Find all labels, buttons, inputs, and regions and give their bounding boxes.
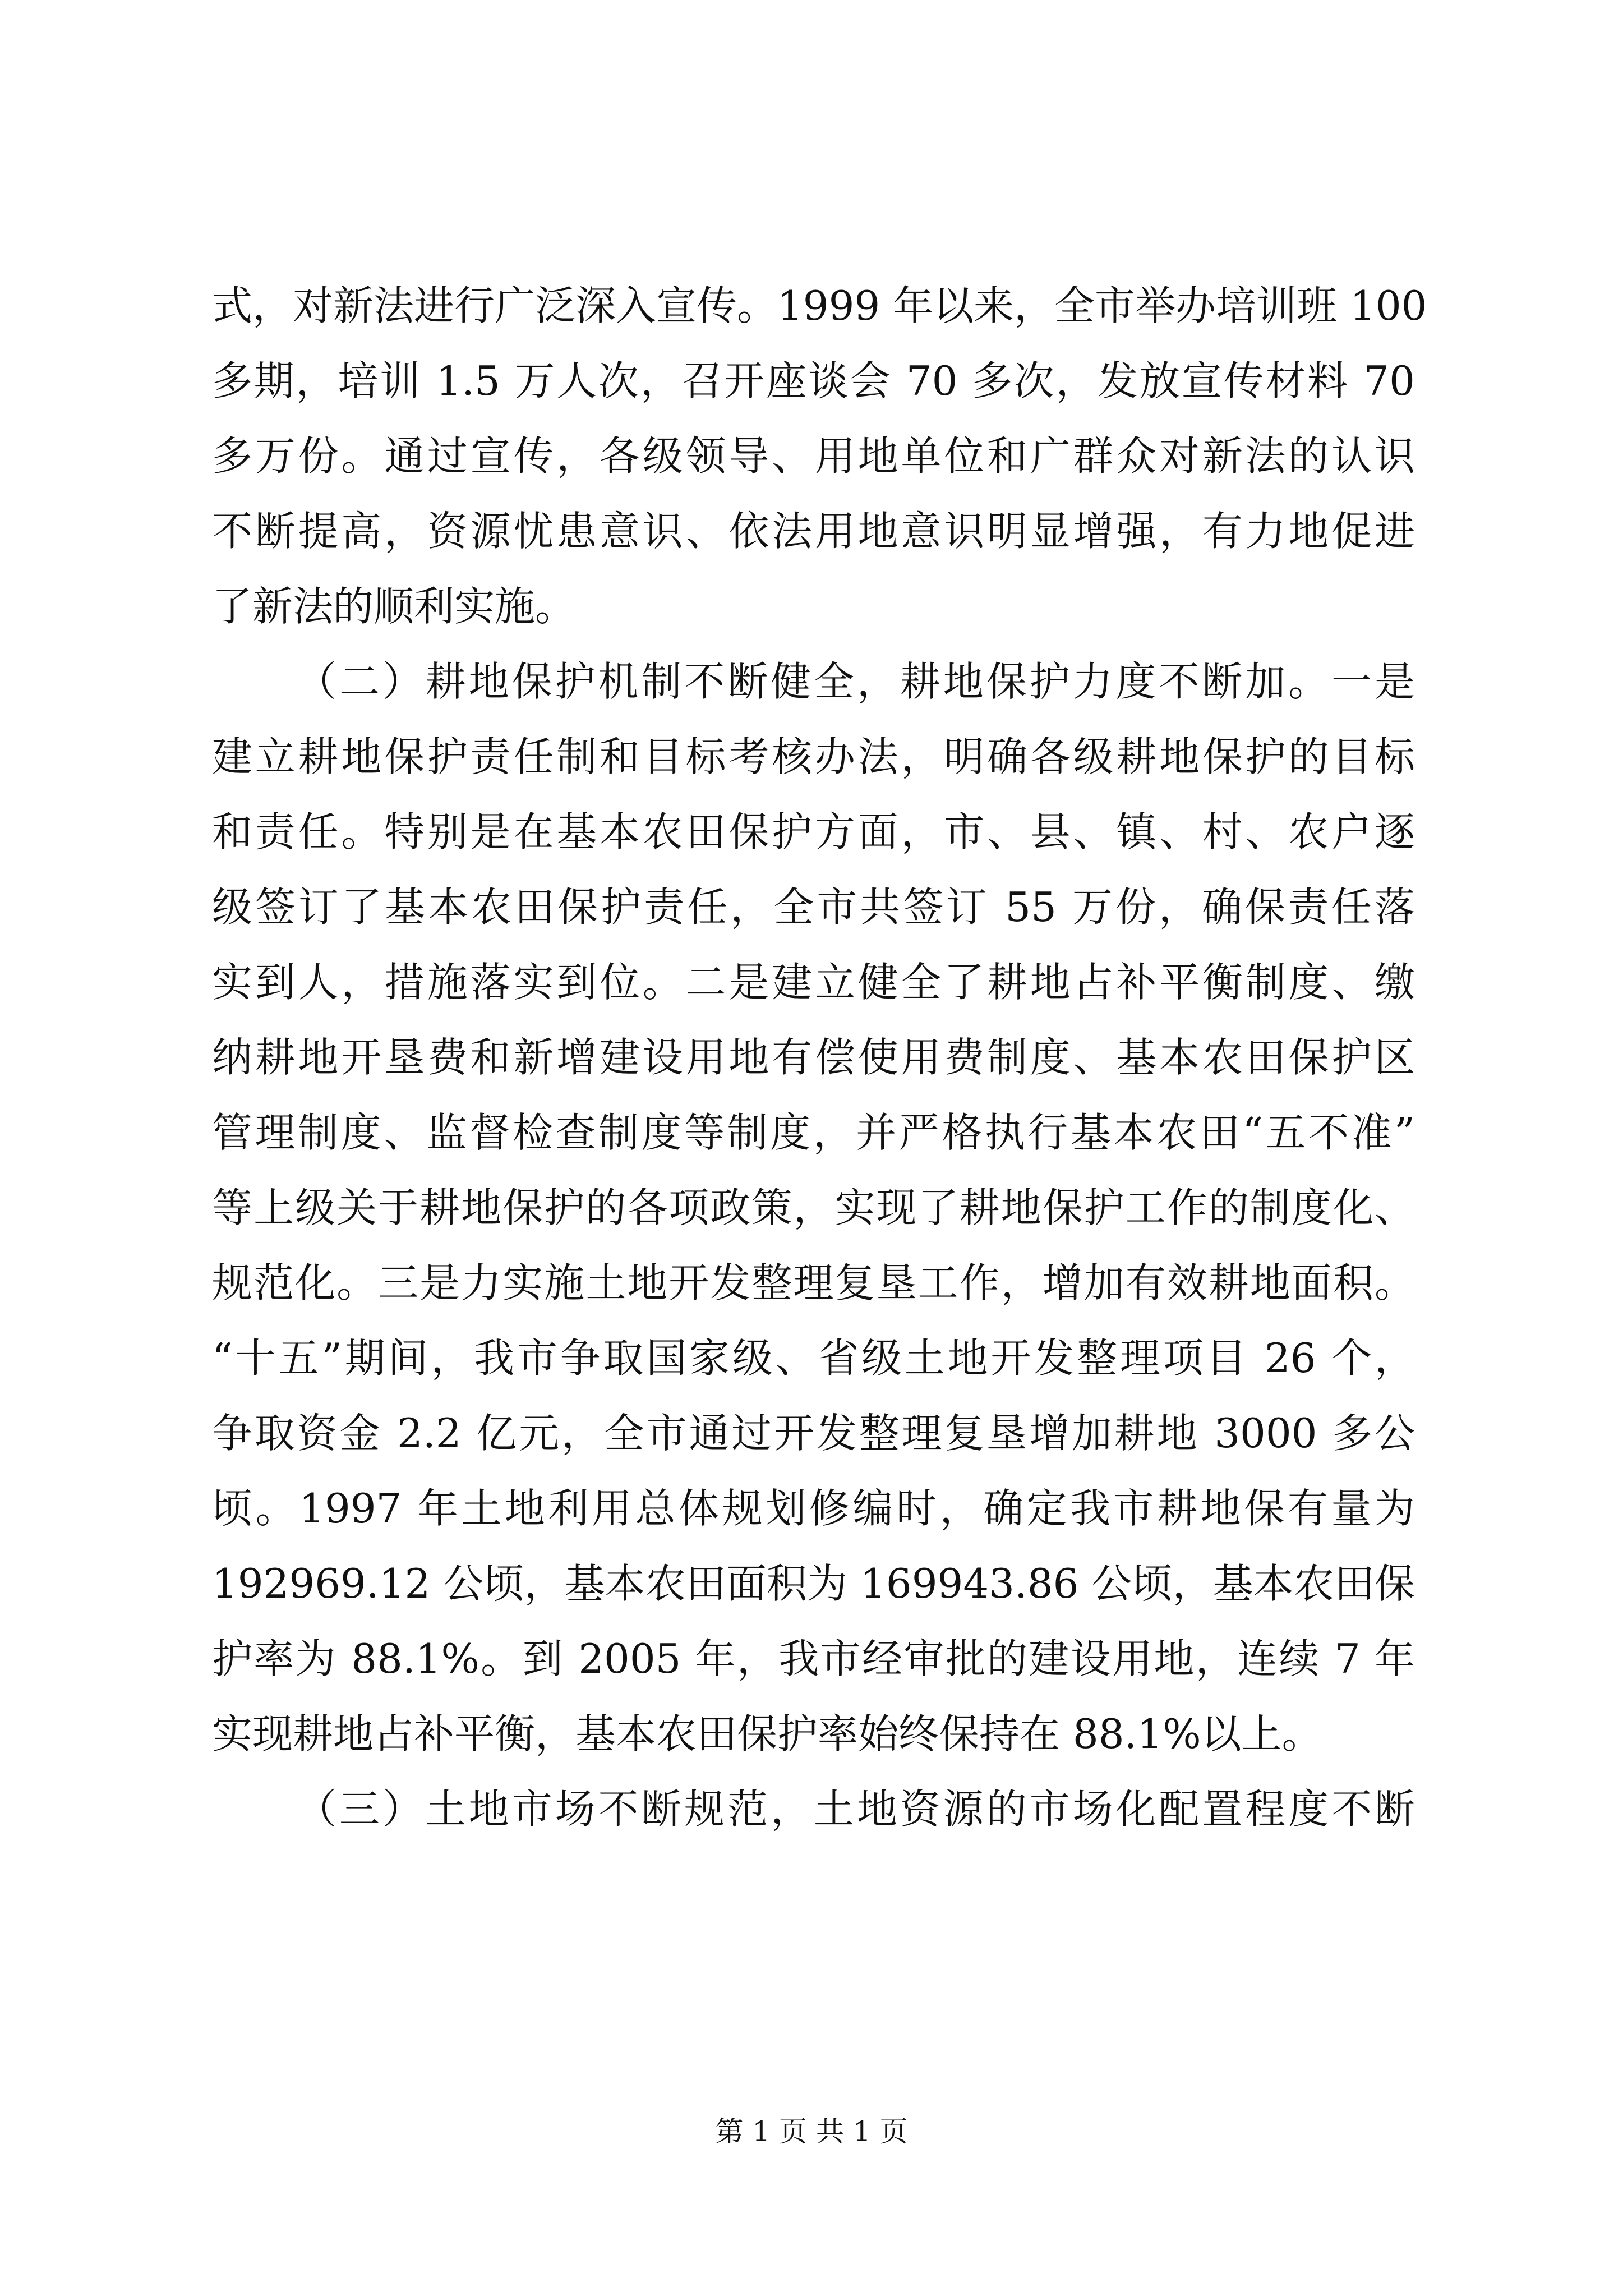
- text-line: 192969.12 公顷，基本农田面积为 169943.86 公顷，基本农田保: [212, 1560, 1415, 1607]
- text-line: 多期，培训 1.5 万人次，召开座谈会 70 多次，发放宣传材料 70: [212, 357, 1415, 404]
- text-line: 级签订了基本农田保护责任，全市共签订 55 万份，确保责任落: [212, 884, 1415, 931]
- text-line: 争取资金 2.2 亿元，全市通过开发整理复垦增加耕地 3000 多公: [212, 1410, 1415, 1457]
- text-line: 护率为 88.1%。到 2005 年，我市经审批的建设用地，连续 7 年: [212, 1635, 1415, 1682]
- page-footer: 第 1 页 共 1 页: [715, 2115, 908, 2148]
- text-line: 和责任。特别是在基本农田保护方面，市、县、镇、村、农户逐: [212, 808, 1415, 855]
- text-line: 纳耕地开垦费和新增建设用地有偿使用费制度、基本农田保护区: [212, 1034, 1415, 1081]
- text-line: 实现耕地占补平衡，基本农田保护率始终保持在 88.1%以上。: [212, 1710, 1322, 1757]
- paragraph-first-line: （二）耕地保护机制不断健全，耕地保护力度不断加。一是: [296, 658, 1415, 705]
- text-line: “十五”期间，我市争取国家级、省级土地开发整理项目 26 个，: [212, 1335, 1415, 1382]
- document-body: [212, 268, 1427, 1847]
- text-line: 多万份。通过宣传，各级领导、用地单位和广群众对新法的认识: [212, 432, 1415, 480]
- text-line: 规范化。三是力实施土地开发整理复垦工作，增加有效耕地面积。: [212, 1259, 1415, 1306]
- paragraph-first-line: （三）土地市场不断规范，土地资源的市场化配置程度不断: [296, 1786, 1415, 1833]
- text-line: 不断提高，资源忧患意识、依法用地意识明显增强，有力地促进: [212, 508, 1415, 555]
- text-line: 顷。1997 年土地利用总体规划修编时，确定我市耕地保有量为: [212, 1485, 1415, 1532]
- text-line: 管理制度、监督检查制度等制度，并严格执行基本农田“五不准”: [212, 1109, 1415, 1156]
- text-line: 式，对新法进行广泛深入宣传。1999 年以来，全市举办培训班 100: [212, 282, 1427, 329]
- text-line: 实到人，措施落实到位。二是建立健全了耕地占补平衡制度、缴: [212, 959, 1415, 1006]
- text-line: 等上级关于耕地保护的各项政策，实现了耕地保护工作的制度化、: [212, 1184, 1415, 1231]
- text-line: 建立耕地保护责任制和目标考核办法，明确各级耕地保护的目标: [212, 733, 1415, 780]
- text-line: 了新法的顺利实施。: [212, 583, 576, 630]
